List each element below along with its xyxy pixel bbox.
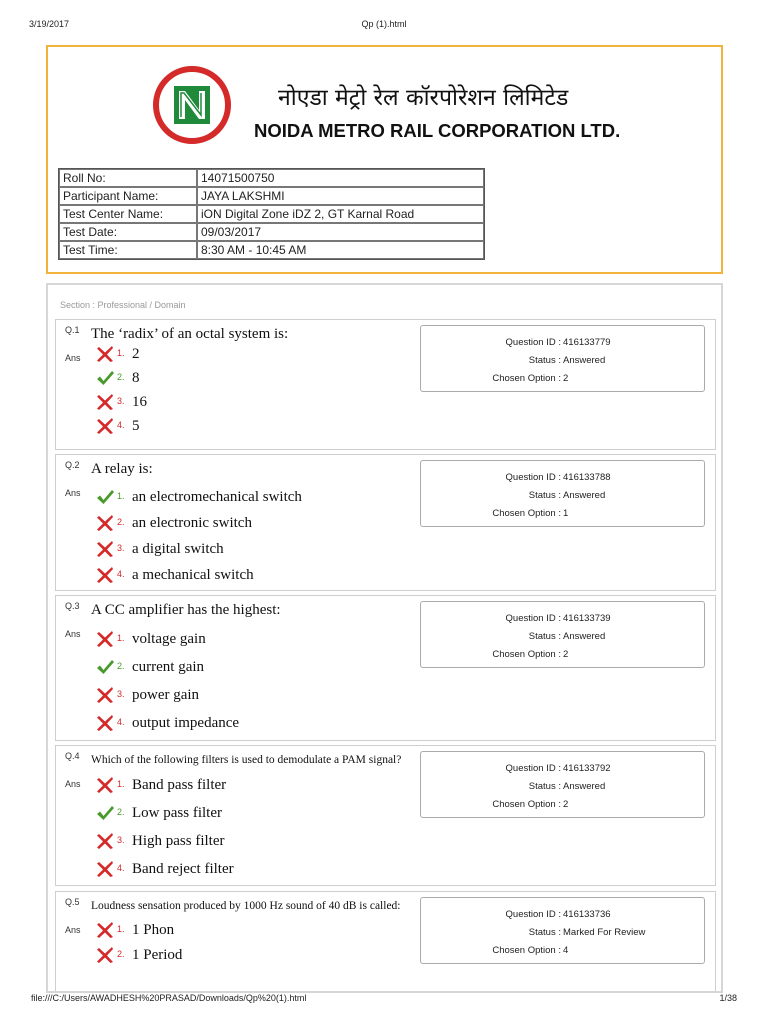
table-row xyxy=(59,223,484,241)
question-card xyxy=(55,454,716,591)
cross-mark-icon xyxy=(96,946,114,964)
chosen-option-value: 1 xyxy=(563,508,569,519)
roll-no-value: 14071500750 xyxy=(197,169,484,187)
option-text: power gain xyxy=(132,687,200,703)
option-number: 3. xyxy=(117,396,125,406)
chosen-option-value: 2 xyxy=(563,373,569,384)
chosen-option-label: Chosen Option : xyxy=(492,649,561,660)
option-number: 1. xyxy=(117,924,125,934)
test-center-label: Test Center Name: xyxy=(59,205,197,223)
check-mark-icon xyxy=(96,658,114,676)
question-text: Which of the following filters is used to demodulate a PAM signal? xyxy=(91,754,402,766)
option-text: Low pass filter xyxy=(132,805,222,821)
table-row xyxy=(59,169,484,187)
status-value: Answered xyxy=(563,490,606,501)
option-number: 2. xyxy=(117,661,125,671)
option-text: a mechanical switch xyxy=(132,567,254,583)
status-label: Status : xyxy=(528,927,561,938)
chosen-option-label: Chosen Option : xyxy=(492,945,561,956)
section-title: Section : Professional / Domain xyxy=(60,300,186,310)
question-id-label: Question ID : xyxy=(505,613,561,624)
status-value: Marked For Review xyxy=(563,927,646,938)
print-header xyxy=(0,19,768,33)
question-card xyxy=(55,595,716,741)
roll-no-label: Roll No: xyxy=(59,169,197,187)
question-number: Q.5 xyxy=(65,897,80,907)
org-name-hindi: नोएडा मेट्रो रेल कॉरपोरेशन लिमिटेड xyxy=(278,85,569,111)
test-time-value: 8:30 AM - 10:45 AM xyxy=(197,241,484,259)
check-mark-icon xyxy=(96,488,114,506)
option-text: 2 xyxy=(132,346,140,362)
option-text: voltage gain xyxy=(132,631,206,647)
option-text: 5 xyxy=(132,418,140,434)
option-text: an electronic switch xyxy=(132,515,252,531)
option-number: 4. xyxy=(117,420,125,430)
question-card xyxy=(55,745,716,886)
print-footer xyxy=(0,993,768,1007)
table-row xyxy=(59,205,484,223)
page-number: 1/38 xyxy=(719,993,737,1003)
cross-mark-icon xyxy=(96,540,114,558)
option-text: a digital switch xyxy=(132,541,224,557)
question-id-label: Question ID : xyxy=(505,763,561,774)
cross-mark-icon xyxy=(96,417,114,435)
test-time-label: Test Time: xyxy=(59,241,197,259)
table-row xyxy=(59,187,484,205)
question-number: Q.4 xyxy=(65,751,80,761)
option-number: 3. xyxy=(117,835,125,845)
option-text: High pass filter xyxy=(132,833,225,849)
cross-mark-icon xyxy=(96,514,114,532)
question-number: Q.2 xyxy=(65,460,80,470)
status-value: Answered xyxy=(563,781,606,792)
chosen-option-value: 2 xyxy=(563,649,569,660)
option-number: 2. xyxy=(117,807,125,817)
participant-name-value: JAYA LAKSHMI xyxy=(197,187,484,205)
status-label: Status : xyxy=(528,490,561,501)
option-number: 3. xyxy=(117,689,125,699)
status-label: Status : xyxy=(528,631,561,642)
exam-header xyxy=(46,45,723,274)
question-meta xyxy=(420,897,705,964)
cross-mark-icon xyxy=(96,393,114,411)
status-value: Answered xyxy=(563,355,606,366)
question-text: Loudness sensation produced by 1000 Hz sound of 40 dB is called: xyxy=(91,900,401,912)
option-text: an electromechanical switch xyxy=(132,489,302,505)
check-mark-icon xyxy=(96,369,114,387)
question-card xyxy=(55,319,716,450)
question-id-value: 416133792 xyxy=(563,763,611,774)
chosen-option-value: 2 xyxy=(563,799,569,810)
chosen-option-label: Chosen Option : xyxy=(492,508,561,519)
chosen-option-label: Chosen Option : xyxy=(492,799,561,810)
cross-mark-icon xyxy=(96,776,114,794)
question-card xyxy=(55,891,716,993)
option-text: output impedance xyxy=(132,715,240,731)
option-text: 16 xyxy=(132,394,147,410)
print-date: 3/19/2017 xyxy=(29,19,70,29)
ans-label: Ans xyxy=(65,779,81,789)
question-text: The ‘radix’ of an octal system is: xyxy=(91,326,289,342)
ans-label: Ans xyxy=(65,353,81,363)
cross-mark-icon xyxy=(96,921,114,939)
question-meta xyxy=(420,751,705,818)
cross-mark-icon xyxy=(96,345,114,363)
participant-name-label: Participant Name: xyxy=(59,187,197,205)
ans-label: Ans xyxy=(65,488,81,498)
question-paper xyxy=(46,283,723,993)
test-date-value: 09/03/2017 xyxy=(197,223,484,241)
status-value: Answered xyxy=(563,631,606,642)
cross-mark-icon xyxy=(96,714,114,732)
question-text: A relay is: xyxy=(91,461,153,477)
cross-mark-icon xyxy=(96,630,114,648)
option-text: 1 Period xyxy=(132,947,183,963)
cross-mark-icon xyxy=(96,566,114,584)
option-number: 3. xyxy=(117,543,125,553)
check-mark-icon xyxy=(96,804,114,822)
option-number: 2. xyxy=(117,949,125,959)
question-number: Q.3 xyxy=(65,601,80,611)
option-number: 2. xyxy=(117,517,125,527)
candidate-info-table xyxy=(58,168,485,260)
option-number: 1. xyxy=(117,491,125,501)
question-number: Q.1 xyxy=(65,325,80,335)
question-text: A CC amplifier has the highest: xyxy=(91,602,281,618)
option-number: 1. xyxy=(117,633,125,643)
cross-mark-icon xyxy=(96,686,114,704)
option-text: Band pass filter xyxy=(132,777,227,793)
ans-label: Ans xyxy=(65,925,81,935)
option-number: 1. xyxy=(117,348,125,358)
question-meta xyxy=(420,460,705,527)
print-title: Qp (1).html xyxy=(361,19,407,29)
option-text: 1 Phon xyxy=(132,922,175,938)
option-text: current gain xyxy=(132,659,205,675)
option-number: 4. xyxy=(117,863,125,873)
question-id-value: 416133779 xyxy=(563,337,611,348)
question-meta xyxy=(420,325,705,392)
nmrc-logo-icon xyxy=(152,65,232,145)
question-id-label: Question ID : xyxy=(505,472,561,483)
chosen-option-value: 4 xyxy=(563,945,569,956)
question-id-label: Question ID : xyxy=(505,337,561,348)
option-text: Band reject filter xyxy=(132,861,234,877)
file-url: file:///C:/Users/AWADHESH%20PRASAD/Downloads/Qp%20(1).html xyxy=(31,993,307,1003)
org-name-english: NOIDA METRO RAIL CORPORATION LTD. xyxy=(254,120,621,141)
ans-label: Ans xyxy=(65,629,81,639)
option-number: 1. xyxy=(117,779,125,789)
table-row xyxy=(59,241,484,259)
question-id-value: 416133739 xyxy=(563,613,611,624)
option-text: 8 xyxy=(132,370,140,386)
chosen-option-label: Chosen Option : xyxy=(492,373,561,384)
option-number: 4. xyxy=(117,569,125,579)
question-id-label: Question ID : xyxy=(505,909,561,920)
question-id-value: 416133788 xyxy=(563,472,611,483)
test-date-label: Test Date: xyxy=(59,223,197,241)
cross-mark-icon xyxy=(96,860,114,878)
question-id-value: 416133736 xyxy=(563,909,611,920)
status-label: Status : xyxy=(528,781,561,792)
status-label: Status : xyxy=(528,355,561,366)
cross-mark-icon xyxy=(96,832,114,850)
option-number: 4. xyxy=(117,717,125,727)
question-meta xyxy=(420,601,705,668)
test-center-value: iON Digital Zone iDZ 2, GT Karnal Road xyxy=(197,205,484,223)
option-number: 2. xyxy=(117,372,125,382)
